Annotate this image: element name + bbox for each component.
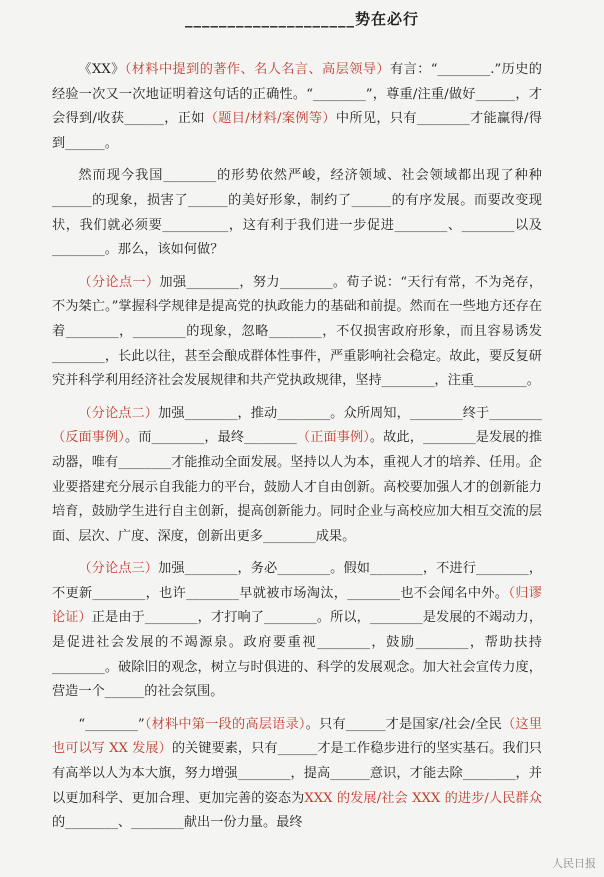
paragraph-text: 加强________，务必________。假如________，不进行________，不更新________，也许________早就被市场淘汰，________也不会闻名中外。 — [52, 561, 543, 601]
paragraph-text: 。只有______才是国家/社会/全民 — [305, 716, 503, 732]
red-annotation: （归谬论证） — [52, 585, 542, 626]
red-annotation: （分论点三） — [78, 561, 159, 577]
paragraph-text: 加强________，努力________。荀子说：“天行有常，不为尧存，不为桀亡。”掌握科学规律是提高党的执政能力的基础和前提。然而在一些地方还存在着________，________的现象，忽略________，不仅损害政府形象，而且容易诱发________，长此以往，甚至会酿成群体性事件，严重影响社会稳定。故此，要反复研究并科学利用经济社会发展规律和共产党执政规律，坚持________，注重________。 — [52, 274, 543, 389]
essay-paragraph — [52, 271, 542, 394]
page-title — [0, 8, 604, 29]
red-annotation: （题目/材料/案例等） — [204, 111, 336, 127]
corner-watermark: 人民日报 — [552, 857, 596, 870]
essay-paragraph — [52, 58, 542, 156]
red-annotation: （材料中第一段的高层语录） — [144, 716, 306, 732]
paragraph-text: 正是由于________，才打响了________。所以，________是发展的不竭动力，是促进社会发展的不竭源泉。政府要重视________，鼓励________，帮助扶持________。破除旧的观念，树立与时俱进的、科学的发展观念。加大社会宣传力度，营造一个______的社会氛围。 — [52, 610, 543, 700]
paragraph-text: “________” — [78, 716, 145, 732]
title-text: ____________________势在必行 — [184, 10, 419, 28]
red-annotation: （正面事例） — [296, 430, 370, 446]
paragraph-text: 中所见，只有________才能赢得/得到______。 — [52, 111, 542, 151]
red-annotation: XXX 的发展/社会 XXX 的进步/人民群众 — [304, 790, 542, 806]
essay-paragraph — [52, 402, 542, 550]
paragraph-text: 。故此，________是发展的推动器，唯有________才能推动全面发展。坚持以人为本，重视人才的培养、任用。企业要搭建充分展示自我能力的平台，鼓励人才自由创新。高校要加强人才的创新能力培育，鼓励学生进行自主创新，提高创新能力。同时企业与高校应加大相互交流的层面、层次、广度、深度，创新出更多________成果。 — [52, 430, 543, 544]
paragraph-text: 然而现今我国________的形势依然严峻，经济领域、社会领域都出现了种种______的现象，损害了______的美好形象，制约了______的有序发展。而要改变现状，我们就必须要__________，这有利于我们进一步促进________、________以及________。那么，该如何做？ — [52, 168, 542, 258]
essay-body — [52, 58, 542, 844]
essay-paragraph — [52, 557, 542, 705]
paragraph-text: 的关键要素，只有______才是工作稳步进行的坚实基石。我们只有高举以人为本大旗，努力增强________，提高______意识，才能去除________，并以更加科学、更加合理、更加完善的姿态为 — [52, 741, 542, 806]
paragraph-text: 的________、________献出一份力量。最终 — [52, 815, 303, 831]
red-annotation: （材料中提到的著作、名人名言、高层领导） — [124, 62, 391, 77]
red-annotation: （反面事例） — [52, 430, 125, 446]
paragraph-text: 。而________，最终________ — [124, 430, 297, 446]
essay-paragraph — [52, 713, 542, 836]
paragraph-text: 加强________，推动________。众所周知，________终于________ — [158, 405, 543, 421]
essay-paragraph — [52, 164, 542, 262]
red-annotation: （分论点一） — [78, 274, 160, 290]
red-annotation: （这里也可以写 XX 发展） — [52, 716, 542, 757]
paragraph-text: 《XX》 — [78, 62, 125, 77]
paragraph-text: 有言：“________.”历史的经验一次又一次地证明着这句话的正确性。“________”，尊重/注重/做好______，才会得到/收获______，正如 — [52, 62, 542, 127]
red-annotation: （分论点二） — [78, 405, 159, 421]
